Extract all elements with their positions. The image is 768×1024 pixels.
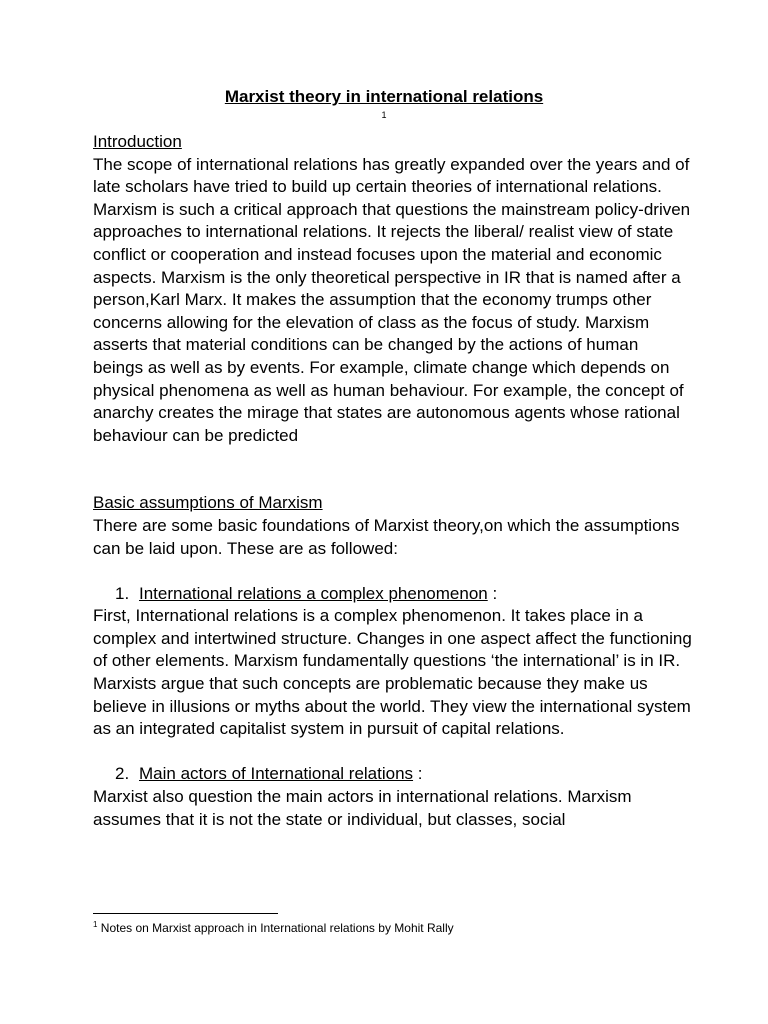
document-title-text: Marxist theory in international relations	[224, 87, 544, 106]
list-item-2-heading	[93, 763, 693, 786]
assumptions-heading: Basic assumptions of Marxism	[93, 493, 323, 513]
title-footnote-marker: 1	[381, 110, 387, 120]
list-item-1-paragraph: First, International relations is a complex phenomenon. It takes place in a complex and intertwined structure. Changes in one aspect affect the functioning of other elements. Marxism fundamentally questions ‘the international’ is in IR. Marxists argue that such concepts are problematic because they make us believe in illusions or myths about the world. They view the international system as an integrated capitalist system in pursuit of capital relations.	[93, 606, 692, 739]
list-item-2-colon: :	[413, 764, 423, 784]
list-item-2-paragraph: Marxist also question the main actors in international relations. Marxism assumes that it is not the state or individual, but classes, social	[93, 787, 632, 829]
section-spacer	[93, 447, 693, 492]
paragraph-spacer	[93, 741, 693, 764]
list-item-1-title: International relations a complex phenomenon	[139, 583, 488, 603]
introduction-heading: Introduction	[93, 132, 182, 151]
paragraph-spacer	[93, 560, 693, 583]
list-item-2-title: Main actors of International relations	[139, 764, 414, 784]
footnote	[93, 920, 454, 936]
introduction-paragraph-1: The scope of international relations has greatly expanded over the years and of late scholars have tried to build up certain theories of international relations.	[93, 154, 690, 197]
document-body	[93, 131, 693, 831]
assumptions-intro: There are some basic foundations of Marxist theory,on which the assumptions can be laid upon. These are as followed:	[93, 515, 680, 558]
introduction-paragraph-2: Marxism is such a critical approach that questions the mainstream policy-driven approaches to international relations. It rejects the liberal/ realist view of state conflict or cooperation and instead focuses upon the material and economic aspects. Marxism is the only theoretical perspective in IR that is named after a person,Karl Marx. It makes the assumption that the economy trumps other concerns allowing for the elevation of class as the focus of study. Marxism asserts that material conditions can be changed by the actions of human beings as well as by events. For example, climate change which depends on physical phenomena as well as human behaviour. For example, the concept of anarchy creates the mirage that states are autonomous agents whose rational behaviour can be predicted	[93, 199, 691, 445]
footnote-divider	[93, 913, 278, 914]
footnote-marker: 1	[93, 920, 98, 929]
footnote-text: Notes on Marxist approach in International relations by Mohit Rally	[97, 921, 454, 935]
list-item-1-colon: :	[487, 583, 498, 603]
document-title	[0, 87, 768, 107]
list-item-1-heading	[93, 583, 693, 606]
list-item-2-number: 2.	[115, 764, 130, 784]
list-item-1-number: 1.	[115, 583, 130, 603]
